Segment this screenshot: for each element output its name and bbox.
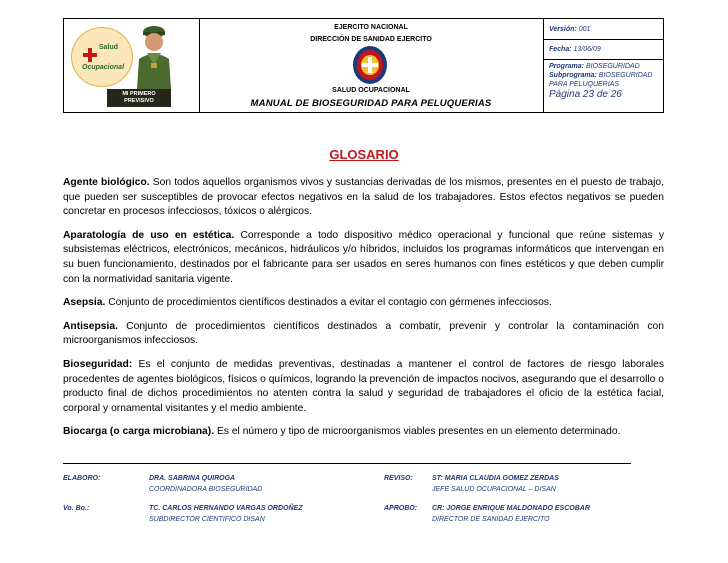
subunit-name: SALUD OCUPACIONAL [332, 87, 410, 94]
date-label: Fecha: [549, 46, 572, 53]
glossary-definition: Conjunto de procedimientos científicos destinados a evitar el contagio con gérmenes infecciosos. [105, 297, 552, 309]
version-label: Versión: [549, 26, 577, 33]
direction-name: DIRECCIÓN DE SANIDAD EJERCITO [310, 36, 432, 43]
glossary-definition: Es el conjunto de medidas preventivas, destinadas a mantener el control de factores de riesgo laborales procedentes de agentes biológicos, físicos o químicos, logrando la prevención de impactos nocivos, asegurando que el desarrollo o producto final de dichos procedimientos no atenten contra la salud y seguridad de trabajadores el oficio de la estética facial, corporal y ornamental visitantes y el medio ambiente. [63, 358, 664, 414]
vobo-label: Vo. Bo.: [63, 505, 90, 512]
glossary-entry [63, 296, 664, 311]
glossary-entry [63, 229, 664, 287]
version-field [544, 19, 664, 40]
footer-divider [63, 463, 631, 464]
glossary-term: Bioseguridad: [63, 358, 133, 370]
elaboro-signature [149, 473, 262, 495]
sanidad-emblem-icon [351, 44, 389, 86]
header-meta-cell [544, 19, 664, 112]
program-value: BIOSEGURIDAD [585, 63, 640, 70]
program-field [544, 60, 664, 113]
aprobo-name: CR: JORGE ENRIQUE MALDONADO ESCOBAR [432, 505, 590, 512]
logo-word-ocupacional: Ocupacional [82, 64, 125, 71]
red-cross-icon [83, 48, 97, 62]
document-header [63, 18, 664, 113]
vobo-signature [149, 503, 302, 525]
glossary-term: Biocarga (o carga microbiana). [63, 426, 215, 438]
version-value: 001 [578, 26, 591, 33]
aprobo-role: DIRECTOR DE SANIDAD EJERCITO [432, 516, 550, 523]
glossary-entry [63, 425, 664, 440]
header-title-cell [199, 19, 544, 112]
glossary-definition: Conjunto de procedimientos científicos destinados a combatir, prevenir y controlar la contaminación con microorganismos infecciosos. [63, 320, 664, 347]
glossary-content [63, 176, 664, 449]
glossary-entry [63, 358, 664, 416]
glossary-entry [63, 176, 664, 220]
reviso-label: REVISO: [384, 475, 413, 482]
glossary-term: Agente biológico. [63, 177, 150, 188]
program-label: Programa: [549, 63, 585, 70]
aprobo-label: APROBO: [384, 505, 418, 512]
logo-banner: MI PRIMERO PREVISIVO [107, 89, 171, 107]
subprogram-value: BIOSEGURIDAD PARA PELUQUERIAS [549, 72, 653, 88]
page-number: Página 23 de 26 [549, 89, 622, 100]
header-logo-cell [64, 19, 200, 112]
glossary-definition: Es el número y tipo de microorganismos viables presentes en un elemento determinado. [214, 426, 621, 438]
organization-name: EJERCITO NACIONAL [334, 24, 408, 31]
elaboro-name: DRA. SABRINA QUIROGA [149, 475, 236, 482]
page-title: GLOSARIO [329, 147, 399, 162]
glossary-term: Aparatología de uso en estética. [63, 229, 235, 241]
vobo-name: TC. CARLOS HERNANDO VARGAS ORDOÑEZ [149, 505, 303, 512]
glossary-term: Antisepsia. [63, 320, 118, 332]
reviso-signature [432, 473, 559, 495]
glossary-definition: Son todos aquellos organismos vivos y sustancias derivadas de los mismos, presentes en el puesto de trabajo, que pueden ser susceptibles de provocar efectos negativos en la salud de los trabajadores. Estos efectos negativos se pueden concretar en procesos infecciosos, tóxicos o alérgicos. [63, 177, 664, 218]
logo-word-salud: Salud [99, 44, 119, 51]
glossary-entry [63, 320, 664, 349]
reviso-name: ST: MARIA CLAUDIA GOMEZ ZERDAS [432, 475, 559, 482]
manual-title: MANUAL DE BIOSEGURIDAD PARA PELUQUERIAS [250, 98, 492, 109]
logo-speech-bubble [71, 27, 133, 87]
salud-ocupacional-logo [69, 23, 192, 107]
soldier-mascot-icon [129, 23, 179, 89]
elaboro-label: ELABORO: [63, 475, 101, 482]
vobo-role: SUBDIRECTOR CIENTIFICO DISAN [149, 516, 265, 523]
subprogram-label: Subprograma: [549, 72, 597, 79]
glossary-term: Asepsia. [63, 297, 106, 309]
elaboro-role: COORDINADORA BIOSEGURIDAD [149, 486, 263, 493]
date-value: 13/06/09 [573, 46, 601, 53]
aprobo-signature [432, 503, 590, 525]
reviso-role: JEFE SALUD OCUPACIONAL – DISAN [432, 486, 556, 493]
glossary-definition: Corresponde a todo dispositivo médico operacional y funcional que reúne sistemas y subsistemas eléctricos, electrónicos, mecánicos, hidráulicos y/o híbridos, incluidos los programas informáticos que intervengan en su buen funcionamiento, destinados por el fabricante para ser usados en seres humanos con fines estéticos y que deben cumplir con la normatividad sanitaria vigente. [63, 229, 664, 285]
date-field [544, 40, 664, 60]
